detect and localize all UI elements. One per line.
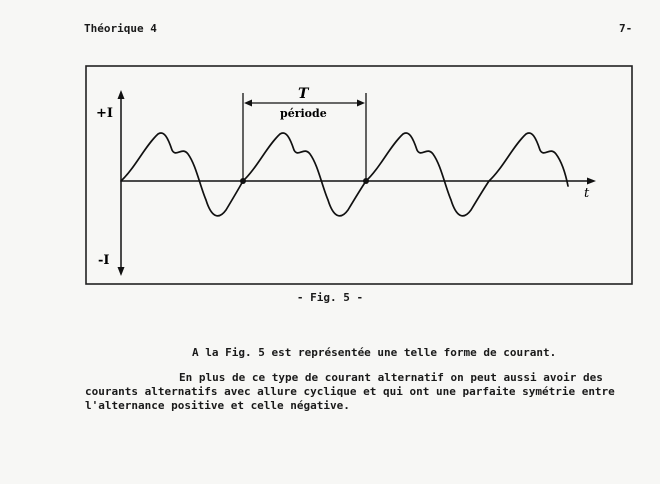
page-header-title: Théorique 4 xyxy=(84,22,157,35)
zero-crossing-dot xyxy=(363,178,369,184)
period-arrow-right-head xyxy=(357,100,365,107)
time-axis-arrow xyxy=(587,178,596,185)
current-axis-arrow-up xyxy=(118,90,125,99)
zero-crossing-dot xyxy=(240,178,246,184)
paragraph-1: A la Fig. 5 est représentée une telle forme de courant. xyxy=(192,346,557,359)
current-waveform xyxy=(121,133,568,216)
period-arrow-left-head xyxy=(244,100,252,107)
figure-frame xyxy=(86,66,632,284)
period-label: période xyxy=(280,107,327,120)
minus-i-label: -I xyxy=(98,253,110,268)
paragraph-2-line-2: courants alternatifs avec allure cyclique et qui ont une parfaite symétrie entre xyxy=(85,385,615,398)
paragraph-2-line-3: l'alternance positive et celle négative. xyxy=(85,399,350,412)
time-label: t xyxy=(584,186,590,201)
paragraph-2-line-1: En plus de ce type de courant alternatif on peut aussi avoir des xyxy=(179,371,603,384)
plus-i-label: +I xyxy=(96,106,113,121)
period-symbol: T xyxy=(298,86,309,102)
current-axis-arrow-down xyxy=(118,267,125,276)
page-number: 7- xyxy=(619,22,633,35)
figure-caption: - Fig. 5 - xyxy=(296,291,364,304)
paragraph-2 xyxy=(85,371,655,413)
